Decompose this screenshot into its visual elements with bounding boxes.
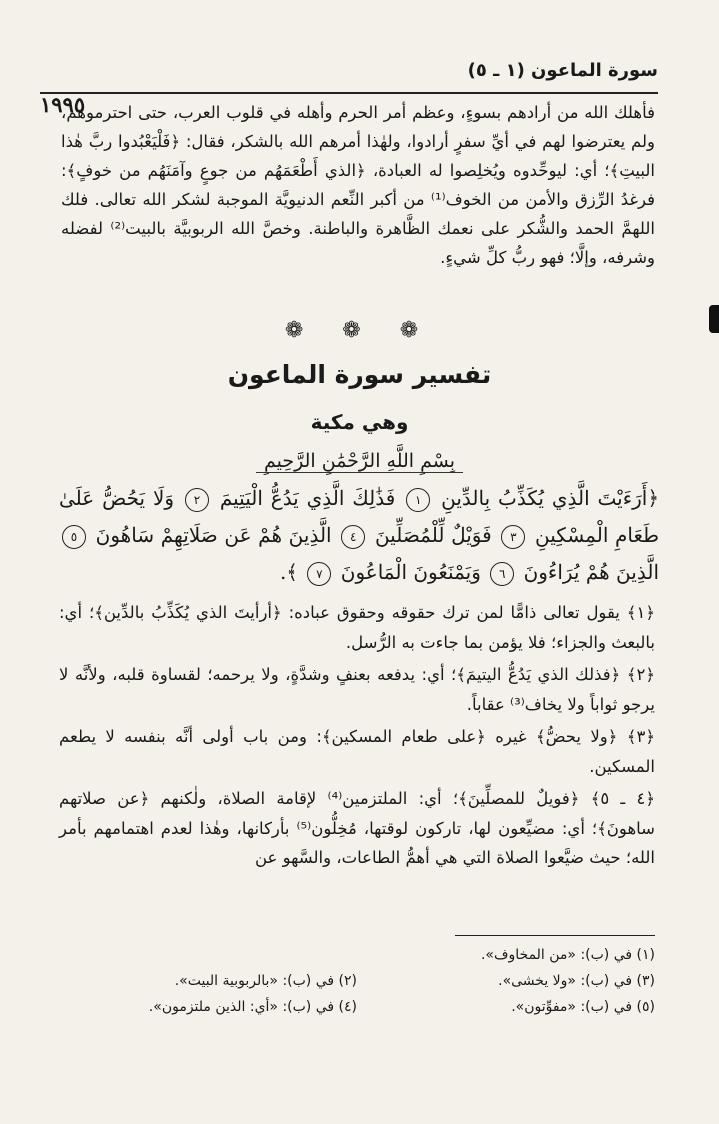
quran-verses: [59, 480, 659, 591]
footnote: (٥) في (ب): «مفوِّتون».: [511, 999, 655, 1015]
basmala-text: بِسْمِ اللَّهِ الرَّحْمَٰنِ الرَّحِيمِ: [256, 450, 463, 473]
intro-text: [61, 98, 655, 272]
footnote-separator: [455, 935, 655, 936]
section-divider-stars: ❁ ❁ ❁: [284, 318, 435, 343]
verse-text: وَيَمْنَعُونَ الْمَاعُونَ: [340, 560, 481, 584]
footnote: (١) في (ب): «من المخاوف».: [480, 947, 655, 963]
footnotes: [59, 942, 655, 1020]
ayah-number-marker: ١: [406, 488, 430, 512]
ayah-number-marker: ٦: [490, 562, 514, 586]
verse-text: الَّذِينَ هُمْ عَن صَلَاتِهِمْ سَاهُونَ: [95, 523, 332, 547]
tafsir-commentary: [59, 595, 655, 873]
footnote-row: [59, 994, 655, 1020]
ayah-number-marker: ٧: [307, 562, 331, 586]
commentary-paragraph: ﴿٢﴾ ﴿فذلك الذي يَدُعُّ اليتيمَ﴾؛ أي: يدفعه بعنفٍ وشدَّةٍ، ولا يرحمه؛ لقساوة قلبه، ولأنَّه لا يرجو ثواباً ولا يخاف⁽³⁾ عقاباً.: [59, 665, 655, 714]
footnote: (٤) في (ب): «أي: الذين ملتزمون».: [148, 999, 357, 1015]
footnote: (٢) في (ب): «بالربوبية البيت».: [174, 973, 357, 989]
commentary-paragraph: ﴿٤ ـ ٥﴾ ﴿فويلٌ للمصلِّينَ﴾؛ أي: الملتزمين⁽⁴⁾ لإقامة الصلاة، ولٰكنهم ﴿عن صلاتهم ساهونَ﴾؛ أي: مضيِّعون لها، تاركون لوقتها، مُخِلُّون⁽⁵⁾ بأركانها، وهٰذا لعدم اهتمامهم بأمر الله؛ حيث ضيَّعوا الصلاة التي هي أهمُّ الطاعات، والسَّهو عن: [59, 789, 655, 867]
footnote-row: [59, 968, 655, 994]
verses-closing-bracket: ﴾.: [279, 560, 299, 584]
verse-text: الَّذِينَ هُمْ يُرَاءُونَ: [523, 560, 659, 584]
footnote: (٣) في (ب): «ولا يخشى».: [498, 973, 655, 989]
verse-text: فَذَٰلِكَ الَّذِي يَدُعُّ الْيَتِيمَ: [219, 486, 396, 510]
intro-paragraph: فأهلك الله من أرادهم بسوءٍ، وعظم أمر الحرم وأهله في قلوب العرب، حتى احترموهم، ولم يعترضوا لهم في أيِّ سفرٍ أرادوا، ولهٰذا أمرهم الله بالشكر، فقال: ﴿فَلْيَعْبُدوا ربَّ هٰذا البيتِ﴾؛ أي: ليوحِّدوه ويُخلِصوا له العبادة، ﴿الذي أَطْعَمَهُم من جوعٍ وآمَنَهُم من خوفٍ﴾: فرغدُ الرِّزق والأمن من الخوف⁽¹⁾ من أكبر النِّعم الدنيويَّة الموجبة لشكر الله تعالى. فلك اللهمَّ الحمد والشُّكر على نعمك الظَّاهرة والباطنة. وخصَّ الله الربوبيَّة بالبيت⁽²⁾ لفضله وشرفه، وإلَّا؛ فهو ربُّ كلِّ شيءٍ.: [61, 103, 655, 267]
chapter-title: تفسير سورة الماعون: [227, 360, 492, 389]
verse-text: وَلَا يَحُضُّ عَلَىٰ طَعَامِ الْمِسْكِينِ: [59, 486, 660, 547]
running-header: [40, 52, 658, 117]
ayah-number-marker: ٢: [185, 488, 209, 512]
running-title: سورة الماعون (١ ـ ٥): [467, 60, 658, 81]
verses-block: [59, 480, 659, 591]
ayah-number-marker: ٤: [341, 525, 365, 549]
verse-text: ﴿أَرَءَيْتَ الَّذِي يُكَذِّبُ بِالدِّينِ: [441, 486, 660, 510]
verse-text: فَوَيْلٌ لِّلْمُصَلِّينَ: [374, 523, 492, 547]
ayah-number-marker: ٣: [501, 525, 525, 549]
ayah-number-marker: ٥: [62, 525, 86, 549]
basmala: [0, 450, 719, 472]
footnote: [59, 942, 357, 968]
page-edge-mark: [709, 305, 719, 333]
commentary-paragraph: ﴿١﴾ يقول تعالى ذامًّا لمن ترك حقوقه وحقوق عباده: ﴿أرأيتَ الذي يُكَذِّبُ بالدِّين﴾؛ أي: بالبعث والجزاء؛ فلا يؤمن بما جاءت به الرُّسل.: [59, 603, 655, 652]
chapter-subtitle: وهي مكية: [310, 410, 409, 434]
page-number: ١٩٩٥: [40, 92, 86, 117]
footnote-row: [59, 942, 655, 968]
commentary-paragraph: ﴿٣﴾ ﴿ولا يحضُّ﴾ غيره ﴿على طعام المسكين﴾: ومن باب أولى أنَّه بنفسه لا يطعم المسكين.: [59, 727, 655, 776]
